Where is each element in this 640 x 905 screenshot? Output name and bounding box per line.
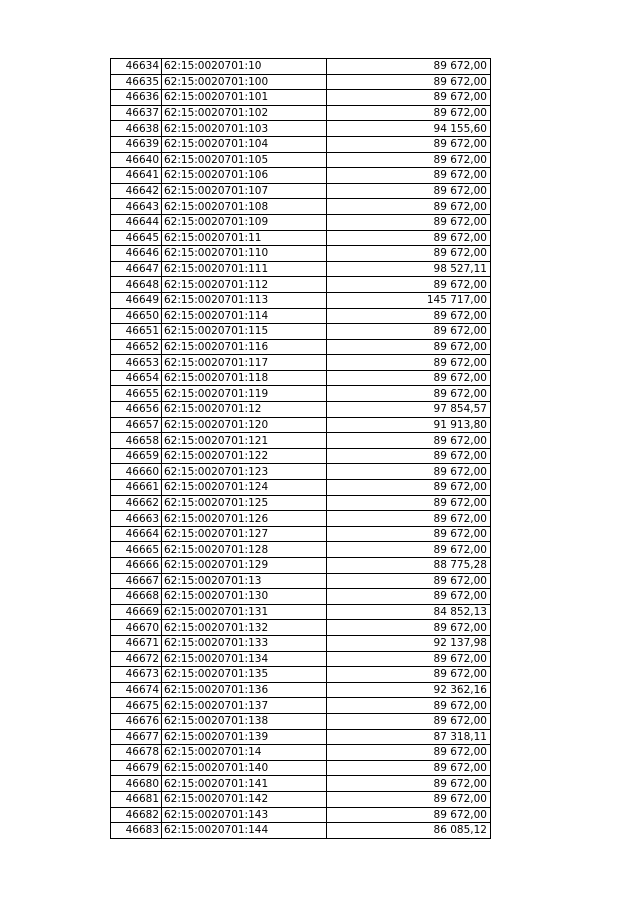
- table-row: [111, 214, 491, 230]
- cadastral-value-cell: 89 672,00: [327, 651, 491, 667]
- cadastral-number-cell: 62:15:0020701:100: [162, 74, 327, 90]
- table-row: [111, 183, 491, 199]
- cadastral-value-cell: 89 672,00: [327, 698, 491, 714]
- cadastral-number-cell: 62:15:0020701:138: [162, 713, 327, 729]
- row-id-cell: 46669: [111, 604, 162, 620]
- row-id-cell: 46644: [111, 214, 162, 230]
- table-row: [111, 791, 491, 807]
- cadastral-value-cell: 97 854,57: [327, 402, 491, 418]
- table-row: [111, 386, 491, 402]
- row-id-cell: 46655: [111, 386, 162, 402]
- table-row: [111, 90, 491, 106]
- cadastral-value-cell: 89 672,00: [327, 776, 491, 792]
- cadastral-value-cell: 89 672,00: [327, 59, 491, 75]
- cadastral-number-cell: 62:15:0020701:134: [162, 651, 327, 667]
- cadastral-number-cell: 62:15:0020701:108: [162, 199, 327, 215]
- cadastral-value-cell: 145 717,00: [327, 292, 491, 308]
- cadastral-value-cell: 89 672,00: [327, 230, 491, 246]
- row-id-cell: 46659: [111, 448, 162, 464]
- table-row: [111, 823, 491, 839]
- row-id-cell: 46676: [111, 713, 162, 729]
- row-id-cell: 46641: [111, 168, 162, 184]
- row-id-cell: 46662: [111, 495, 162, 511]
- cadastral-value-cell: 88 775,28: [327, 558, 491, 574]
- cadastral-value-cell: 89 672,00: [327, 308, 491, 324]
- row-id-cell: 46670: [111, 620, 162, 636]
- row-id-cell: 46667: [111, 573, 162, 589]
- table-row: [111, 620, 491, 636]
- row-id-cell: 46656: [111, 402, 162, 418]
- table-row: [111, 230, 491, 246]
- row-id-cell: 46649: [111, 292, 162, 308]
- cadastral-number-cell: 62:15:0020701:109: [162, 214, 327, 230]
- cadastral-value-cell: 89 672,00: [327, 620, 491, 636]
- cadastral-number-cell: 62:15:0020701:118: [162, 370, 327, 386]
- cadastral-value-cell: 87 318,11: [327, 729, 491, 745]
- table-row: [111, 745, 491, 761]
- cadastral-number-cell: 62:15:0020701:102: [162, 105, 327, 121]
- cadastral-number-cell: 62:15:0020701:130: [162, 589, 327, 605]
- table-row: [111, 807, 491, 823]
- row-id-cell: 46635: [111, 74, 162, 90]
- cadastral-value-cell: 89 672,00: [327, 105, 491, 121]
- row-id-cell: 46680: [111, 776, 162, 792]
- table-row: [111, 59, 491, 75]
- table-row: [111, 136, 491, 152]
- row-id-cell: 46653: [111, 355, 162, 371]
- row-id-cell: 46638: [111, 121, 162, 137]
- row-id-cell: 46664: [111, 526, 162, 542]
- cadastral-value-cell: 89 672,00: [327, 277, 491, 293]
- cadastral-number-cell: 62:15:0020701:101: [162, 90, 327, 106]
- cadastral-number-cell: 62:15:0020701:107: [162, 183, 327, 199]
- cadastral-value-cell: 89 672,00: [327, 433, 491, 449]
- cadastral-value-cell: 89 672,00: [327, 168, 491, 184]
- cadastral-number-cell: 62:15:0020701:127: [162, 526, 327, 542]
- cadastral-value-cell: 89 672,00: [327, 246, 491, 262]
- cadastral-value-cell: 98 527,11: [327, 261, 491, 277]
- cadastral-number-cell: 62:15:0020701:122: [162, 448, 327, 464]
- row-id-cell: 46646: [111, 246, 162, 262]
- cadastral-number-cell: 62:15:0020701:142: [162, 791, 327, 807]
- table-row: [111, 558, 491, 574]
- cadastral-value-cell: 89 672,00: [327, 339, 491, 355]
- row-id-cell: 46663: [111, 511, 162, 527]
- cadastral-value-cell: 89 672,00: [327, 589, 491, 605]
- table-row: [111, 292, 491, 308]
- cadastral-value-cell: 89 672,00: [327, 713, 491, 729]
- table-row: [111, 682, 491, 698]
- cadastral-value-cell: 92 362,16: [327, 682, 491, 698]
- cadastral-number-cell: 62:15:0020701:143: [162, 807, 327, 823]
- cadastral-value-cell: 94 155,60: [327, 121, 491, 137]
- cadastral-value-cell: 89 672,00: [327, 74, 491, 90]
- cadastral-value-cell: 89 672,00: [327, 573, 491, 589]
- row-id-cell: 46681: [111, 791, 162, 807]
- row-id-cell: 46660: [111, 464, 162, 480]
- table-row: [111, 776, 491, 792]
- row-id-cell: 46658: [111, 433, 162, 449]
- cadastral-number-cell: 62:15:0020701:129: [162, 558, 327, 574]
- table-row: [111, 495, 491, 511]
- table-row: [111, 324, 491, 340]
- row-id-cell: 46642: [111, 183, 162, 199]
- cadastral-number-cell: 62:15:0020701:137: [162, 698, 327, 714]
- table-row: [111, 199, 491, 215]
- cadastral-number-cell: 62:15:0020701:144: [162, 823, 327, 839]
- cadastral-number-cell: 62:15:0020701:117: [162, 355, 327, 371]
- cadastral-number-cell: 62:15:0020701:125: [162, 495, 327, 511]
- table-row: [111, 308, 491, 324]
- cadastral-value-cell: 89 672,00: [327, 324, 491, 340]
- cadastral-value-cell: 89 672,00: [327, 464, 491, 480]
- cadastral-value-cell: 86 085,12: [327, 823, 491, 839]
- cadastral-value-cell: 89 672,00: [327, 745, 491, 761]
- cadastral-value-cell: 89 672,00: [327, 355, 491, 371]
- cadastral-number-cell: 62:15:0020701:132: [162, 620, 327, 636]
- cadastral-number-cell: 62:15:0020701:121: [162, 433, 327, 449]
- row-id-cell: 46683: [111, 823, 162, 839]
- table-row: [111, 448, 491, 464]
- row-id-cell: 46640: [111, 152, 162, 168]
- row-id-cell: 46643: [111, 199, 162, 215]
- cadastral-number-cell: 62:15:0020701:119: [162, 386, 327, 402]
- table-row: [111, 152, 491, 168]
- cadastral-number-cell: 62:15:0020701:112: [162, 277, 327, 293]
- cadastral-number-cell: 62:15:0020701:131: [162, 604, 327, 620]
- cadastral-number-cell: 62:15:0020701:110: [162, 246, 327, 262]
- cadastral-number-cell: 62:15:0020701:14: [162, 745, 327, 761]
- cadastral-value-cell: 89 672,00: [327, 183, 491, 199]
- table-row: [111, 651, 491, 667]
- table-row: [111, 339, 491, 355]
- cadastral-number-cell: 62:15:0020701:106: [162, 168, 327, 184]
- row-id-cell: 46665: [111, 542, 162, 558]
- cadastral-number-cell: 62:15:0020701:111: [162, 261, 327, 277]
- row-id-cell: 46668: [111, 589, 162, 605]
- table-row: [111, 261, 491, 277]
- table-row: [111, 729, 491, 745]
- table-row: [111, 542, 491, 558]
- cadastral-number-cell: 62:15:0020701:11: [162, 230, 327, 246]
- cadastral-value-cell: 89 672,00: [327, 667, 491, 683]
- cadastral-value-cell: 89 672,00: [327, 199, 491, 215]
- row-id-cell: 46647: [111, 261, 162, 277]
- cadastral-number-cell: 62:15:0020701:124: [162, 480, 327, 496]
- cadastral-number-cell: 62:15:0020701:13: [162, 573, 327, 589]
- cadastral-value-cell: 89 672,00: [327, 152, 491, 168]
- row-id-cell: 46682: [111, 807, 162, 823]
- cadastral-value-cell: 89 672,00: [327, 448, 491, 464]
- row-id-cell: 46674: [111, 682, 162, 698]
- row-id-cell: 46645: [111, 230, 162, 246]
- row-id-cell: 46666: [111, 558, 162, 574]
- cadastral-number-cell: 62:15:0020701:135: [162, 667, 327, 683]
- table-row: [111, 464, 491, 480]
- cadastral-number-cell: 62:15:0020701:139: [162, 729, 327, 745]
- row-id-cell: 46678: [111, 745, 162, 761]
- cadastral-value-cell: 92 137,98: [327, 635, 491, 651]
- row-id-cell: 46672: [111, 651, 162, 667]
- table-row: [111, 121, 491, 137]
- cadastral-number-cell: 62:15:0020701:128: [162, 542, 327, 558]
- table-row: [111, 667, 491, 683]
- cadastral-value-cell: 89 672,00: [327, 542, 491, 558]
- row-id-cell: 46650: [111, 308, 162, 324]
- cadastral-value-cell: 89 672,00: [327, 511, 491, 527]
- row-id-cell: 46648: [111, 277, 162, 293]
- table-row: [111, 526, 491, 542]
- table-row: [111, 370, 491, 386]
- table-row: [111, 277, 491, 293]
- cadastral-number-cell: 62:15:0020701:115: [162, 324, 327, 340]
- cadastral-number-cell: 62:15:0020701:114: [162, 308, 327, 324]
- cadastral-number-cell: 62:15:0020701:103: [162, 121, 327, 137]
- row-id-cell: 46675: [111, 698, 162, 714]
- table-row: [111, 573, 491, 589]
- cadastral-number-cell: 62:15:0020701:113: [162, 292, 327, 308]
- table-row: [111, 402, 491, 418]
- cadastral-value-cell: 89 672,00: [327, 480, 491, 496]
- cadastral-number-cell: 62:15:0020701:116: [162, 339, 327, 355]
- cadastral-number-cell: 62:15:0020701:10: [162, 59, 327, 75]
- cadastral-number-cell: 62:15:0020701:120: [162, 417, 327, 433]
- row-id-cell: 46679: [111, 760, 162, 776]
- cadastral-number-cell: 62:15:0020701:126: [162, 511, 327, 527]
- table-row: [111, 246, 491, 262]
- cadastral-number-cell: 62:15:0020701:133: [162, 635, 327, 651]
- cadastral-value-cell: 89 672,00: [327, 370, 491, 386]
- row-id-cell: 46654: [111, 370, 162, 386]
- cadastral-value-cell: 89 672,00: [327, 526, 491, 542]
- cadastral-value-cell: 89 672,00: [327, 214, 491, 230]
- row-id-cell: 46639: [111, 136, 162, 152]
- row-id-cell: 46636: [111, 90, 162, 106]
- cadastral-number-cell: 62:15:0020701:123: [162, 464, 327, 480]
- row-id-cell: 46657: [111, 417, 162, 433]
- cadastral-value-cell: 89 672,00: [327, 791, 491, 807]
- cadastral-number-cell: 62:15:0020701:136: [162, 682, 327, 698]
- cadastral-number-cell: 62:15:0020701:104: [162, 136, 327, 152]
- row-id-cell: 46677: [111, 729, 162, 745]
- row-id-cell: 46671: [111, 635, 162, 651]
- table-row: [111, 604, 491, 620]
- row-id-cell: 46652: [111, 339, 162, 355]
- cadastral-number-cell: 62:15:0020701:105: [162, 152, 327, 168]
- cadastral-value-table: [110, 58, 491, 839]
- cadastral-number-cell: 62:15:0020701:141: [162, 776, 327, 792]
- row-id-cell: 46673: [111, 667, 162, 683]
- table-row: [111, 74, 491, 90]
- table-row: [111, 355, 491, 371]
- table-body: [111, 59, 491, 839]
- cadastral-value-cell: 84 852,13: [327, 604, 491, 620]
- cadastral-value-cell: 89 672,00: [327, 760, 491, 776]
- cadastral-value-cell: 89 672,00: [327, 495, 491, 511]
- cadastral-value-cell: 89 672,00: [327, 386, 491, 402]
- cadastral-value-cell: 89 672,00: [327, 90, 491, 106]
- table-row: [111, 713, 491, 729]
- cadastral-value-cell: 89 672,00: [327, 807, 491, 823]
- table-row: [111, 511, 491, 527]
- row-id-cell: 46661: [111, 480, 162, 496]
- row-id-cell: 46634: [111, 59, 162, 75]
- table-row: [111, 417, 491, 433]
- table-row: [111, 168, 491, 184]
- table-row: [111, 480, 491, 496]
- table-row: [111, 635, 491, 651]
- table-row: [111, 698, 491, 714]
- table-row: [111, 760, 491, 776]
- row-id-cell: 46637: [111, 105, 162, 121]
- row-id-cell: 46651: [111, 324, 162, 340]
- table-row: [111, 433, 491, 449]
- cadastral-number-cell: 62:15:0020701:12: [162, 402, 327, 418]
- cadastral-value-cell: 91 913,80: [327, 417, 491, 433]
- cadastral-value-cell: 89 672,00: [327, 136, 491, 152]
- table-row: [111, 105, 491, 121]
- table-row: [111, 589, 491, 605]
- cadastral-number-cell: 62:15:0020701:140: [162, 760, 327, 776]
